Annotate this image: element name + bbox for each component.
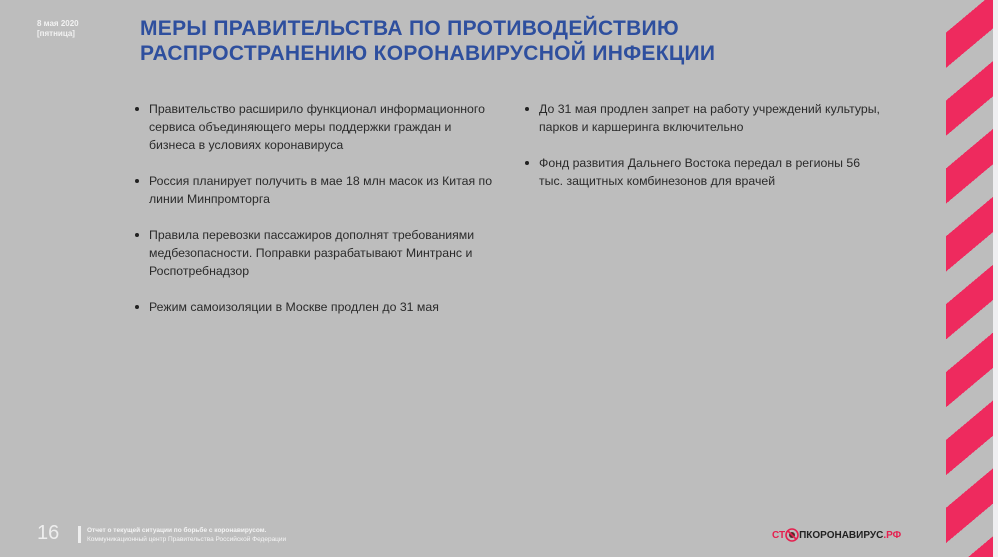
- logo-main: ПКОРОНАВИРУС: [799, 529, 884, 541]
- title-line-1: МЕРЫ ПРАВИТЕЛЬСТВА ПО ПРОТИВОДЕЙСТВИЮ: [140, 17, 679, 40]
- list-item: Правительство расширило функционал информационного сервиса объединяющего меры поддержки граждан и бизнеса в условиях коронавируса: [135, 100, 495, 154]
- left-list: [135, 100, 495, 334]
- footer-line-1: Отчет о текущей ситуации по борьбе с коронавирусом.: [87, 527, 267, 534]
- stopcoronavirus-logo: [772, 528, 901, 542]
- list-item: Россия планирует получить в мае 18 млн масок из Китая по линии Минпромторга: [135, 172, 495, 208]
- footer-line-2: Коммуникационный центр Правительства Российской Федерации: [87, 536, 287, 543]
- footer-text: [87, 526, 286, 544]
- title-line-2: РАСПРОСТРАНЕНИЮ КОРОНАВИРУСНОЙ ИНФЕКЦИИ: [140, 42, 716, 65]
- date-text: 8 мая 2020: [37, 19, 79, 28]
- right-edge: [993, 0, 998, 557]
- page-number: 16: [37, 522, 60, 544]
- decorative-stripes: [946, 0, 993, 557]
- virus-stop-icon: [785, 528, 799, 542]
- logo-prefix: СТ: [772, 529, 786, 541]
- weekday-text: [пятница]: [37, 29, 75, 38]
- list-item: До 31 мая продлен запрет на работу учреждений культуры, парков и каршеринга включительно: [525, 100, 885, 136]
- right-list: [525, 100, 885, 208]
- logo-suffix: .РФ: [883, 529, 902, 541]
- list-item: Фонд развития Дальнего Востока передал в регионы 56 тыс. защитных комбинезонов для врачей: [525, 154, 885, 190]
- page-title: [140, 16, 715, 66]
- date: [37, 19, 79, 39]
- list-item: Режим самоизоляции в Москве продлен до 31 мая: [135, 298, 495, 316]
- list-item: Правила перевозки пассажиров дополнят требованиями медбезопасности. Поправки разрабатывают Минтранс и Роспотребнадзор: [135, 226, 495, 280]
- footer-divider: [78, 526, 81, 543]
